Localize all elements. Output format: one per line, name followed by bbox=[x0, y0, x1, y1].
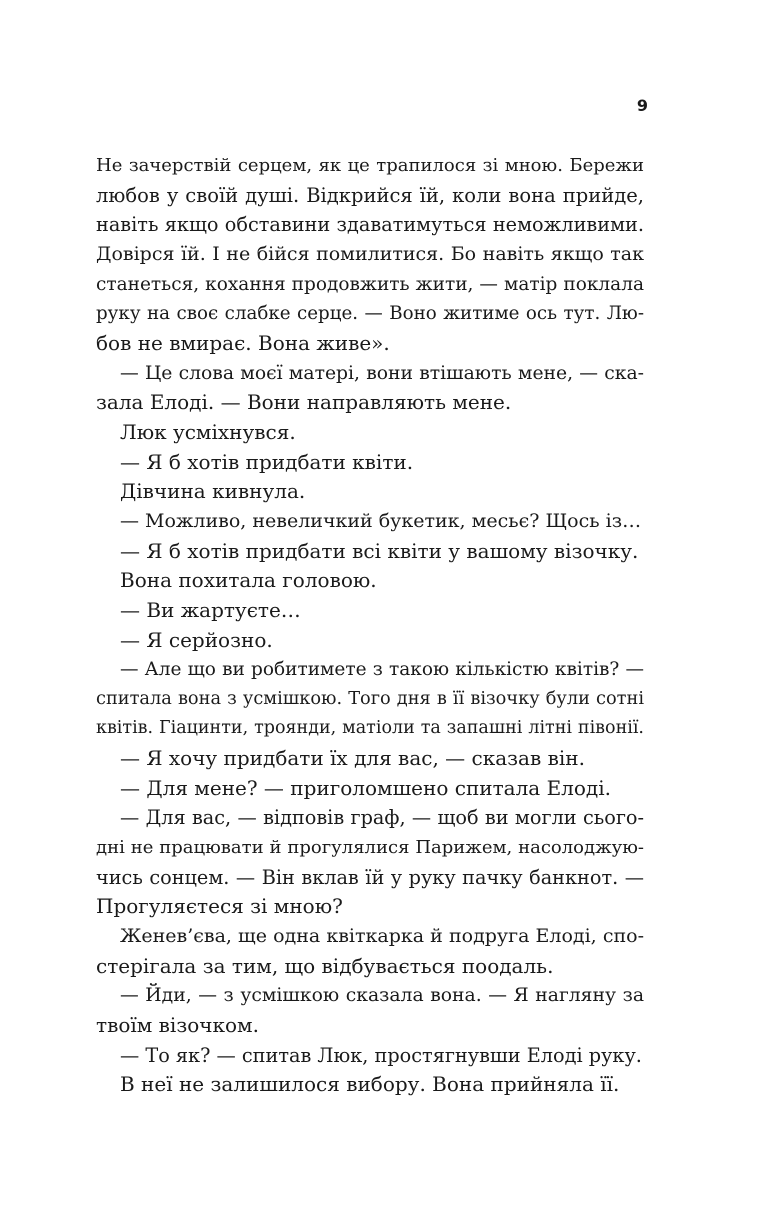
text-line: квітів. Гіацинти, троянди, матіоли та запашні літні півонії. bbox=[96, 718, 644, 739]
text-line: — Це слова моєї матері, вони втішають мене, — ска- bbox=[120, 362, 644, 384]
text-line: — Ви жартуєте… bbox=[120, 597, 301, 622]
text-line: В неї не залишилося вибору. Вона прийняла її. bbox=[120, 1072, 620, 1097]
text-line: твоїм візочком. bbox=[96, 1013, 259, 1038]
text-line: — Для мене? — приголомшено спитала Елоді. bbox=[120, 775, 611, 800]
text-line: станеться, кохання продовжить жити, — матір поклала bbox=[96, 273, 644, 295]
text-line: руку на своє слабке серце. — Воно житиме ось тут. Лю- bbox=[96, 303, 644, 325]
body-text bbox=[96, 151, 644, 1100]
text-line: Довірся їй. І не бійся помилитися. Бо навіть якщо так bbox=[96, 242, 644, 265]
page-number: 9 bbox=[636, 96, 648, 115]
text-line: зала Елоді. — Вони направляють мене. bbox=[96, 390, 512, 415]
text-line: — Я хочу придбати їх для вас, — сказав він. bbox=[120, 746, 585, 771]
text-line: навіть якщо обставини здаватимуться неможливими. bbox=[96, 213, 644, 237]
text-line: — Можливо, невеличкий букетик, месьє? Щось із… bbox=[120, 509, 642, 532]
text-line: — Але що ви робитимете з такою кількістю квітів? — bbox=[120, 659, 644, 681]
text-line: Прогуляєтеся зі мною? bbox=[96, 894, 343, 919]
text-line: любов у своїй душі. Відкрийся їй, коли вона прийде, bbox=[96, 183, 644, 207]
text-line: Люк усміхнувся. bbox=[120, 419, 296, 444]
text-line: Вона похитала головою. bbox=[120, 568, 377, 593]
text-line: стерігала за тим, що відбувається поодаль. bbox=[96, 953, 554, 978]
text-line: бов не вмирає. Вона живе». bbox=[96, 330, 390, 355]
text-line: — Я б хотів придбати квіти. bbox=[120, 449, 414, 474]
text-line: — То як? — спитав Люк, простягнувши Елоді руку. bbox=[120, 1043, 642, 1067]
text-line: Не зачерствій серцем, як це трапилося зі мною. Бережи bbox=[96, 155, 644, 176]
text-line: спитала вона з усмішкою. Того дня в її візочку були сотні bbox=[96, 688, 644, 709]
text-line: Женев’єва, ще одна квіткарка й подруга Елоді, спо- bbox=[120, 925, 644, 948]
text-line: — Для вас, — відповів граф, — щоб ви могли сього- bbox=[120, 806, 644, 830]
text-line: чись сонцем. — Він вклав їй у руку пачку банкнот. — bbox=[96, 865, 644, 889]
text-line: — Йди, — з усмішкою сказала вона. — Я нагляну за bbox=[120, 985, 644, 1007]
text-line: — Я серйозно. bbox=[120, 627, 273, 652]
text-line: — Я б хотів придбати всі квіти у вашому візочку. bbox=[120, 538, 639, 563]
text-line: Дівчина кивнула. bbox=[120, 479, 306, 504]
text-line: дні не працювати й прогулялися Парижем, насолоджую- bbox=[96, 837, 644, 859]
